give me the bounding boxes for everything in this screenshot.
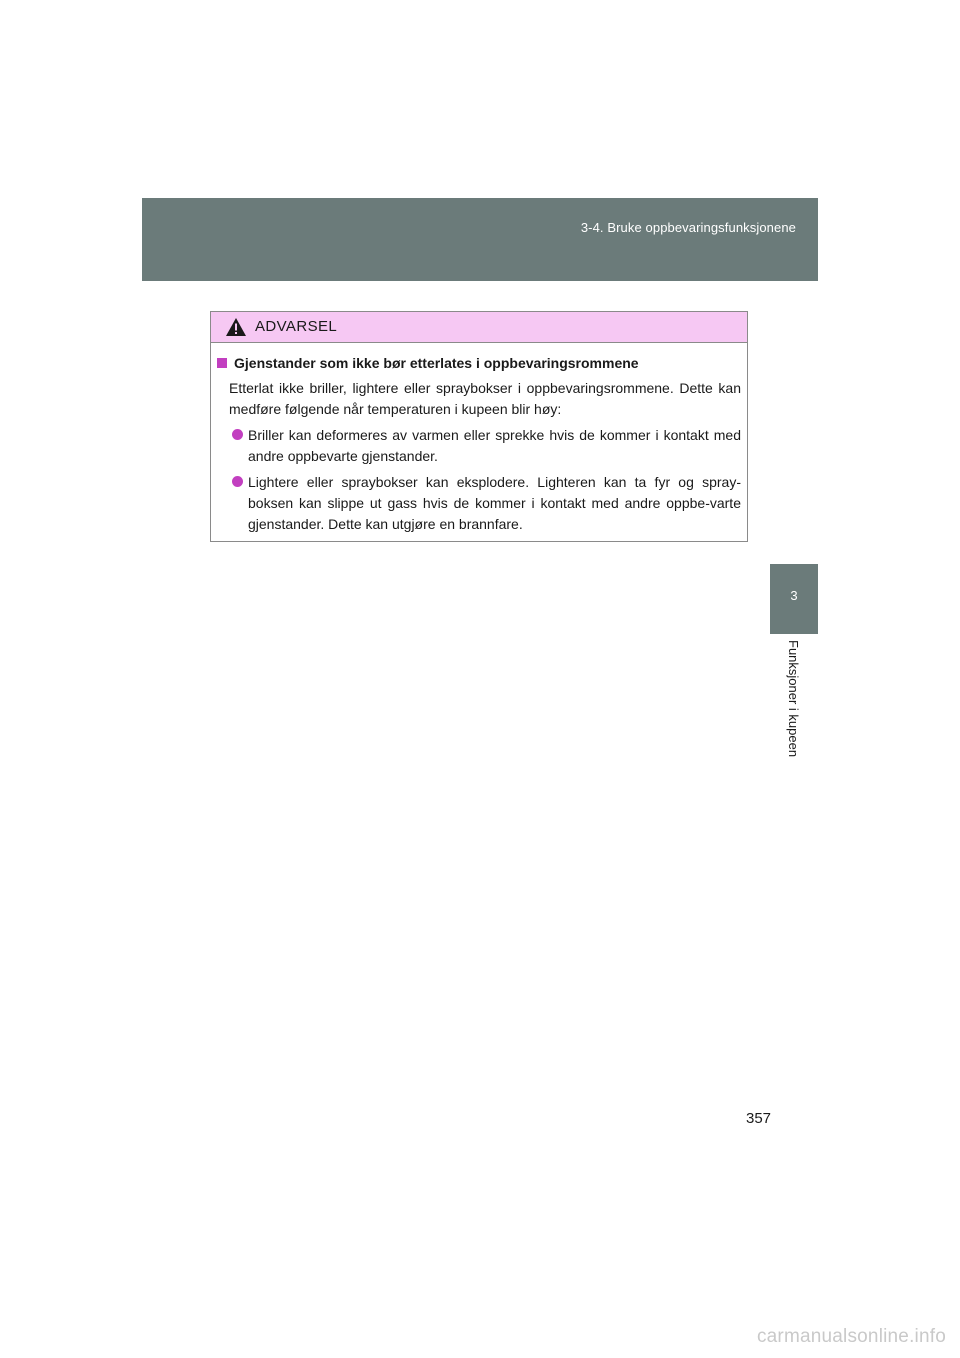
warning-heading: Gjenstander som ikke bør etterlates i oppbevaringsrommene: [234, 355, 639, 371]
list-item: [217, 472, 741, 535]
list-item-text: Briller kan deformeres av varmen eller sprekke hvis de kommer i kontakt med andre oppbevarte gjenstander.: [248, 427, 741, 464]
section-title: 3-4. Bruke oppbevaringsfunksjonene: [580, 220, 796, 235]
chapter-title-vertical: [786, 640, 804, 772]
watermark: carmanualsonline.info: [756, 1326, 946, 1347]
warning-title: ADVARSEL: [255, 318, 338, 335]
warning-intro: Etterlat ikke briller, lightere eller spraybokser i oppbevaringsrommene. Dette kan medføre følgende når temperaturen i kupeen blir høy:: [229, 380, 741, 417]
chapter-number: 3: [790, 588, 798, 603]
round-bullet-icon: [232, 429, 243, 440]
list-item: [217, 425, 741, 467]
warning-box: [210, 311, 748, 542]
warning-heading-row: [217, 353, 741, 374]
header-band: [142, 198, 818, 281]
page-number: 357: [746, 1110, 772, 1127]
warning-triangle-icon: [225, 317, 247, 337]
round-bullet-icon: [232, 476, 243, 487]
warning-header: [211, 312, 747, 343]
warning-body: [211, 343, 747, 535]
chapter-tab: [770, 564, 818, 634]
list-item-text: Lightere eller spraybokser kan eksplodere. Lighteren kan ta fyr og spray-boksen kan slippe ut gass hvis de kommer i kontakt med andre oppbe-varte gjenstander. Dette kan utgjøre en brannfare.: [248, 474, 741, 532]
chapter-title: Funksjoner i kupeen: [786, 640, 801, 758]
square-bullet-icon: [217, 358, 227, 368]
